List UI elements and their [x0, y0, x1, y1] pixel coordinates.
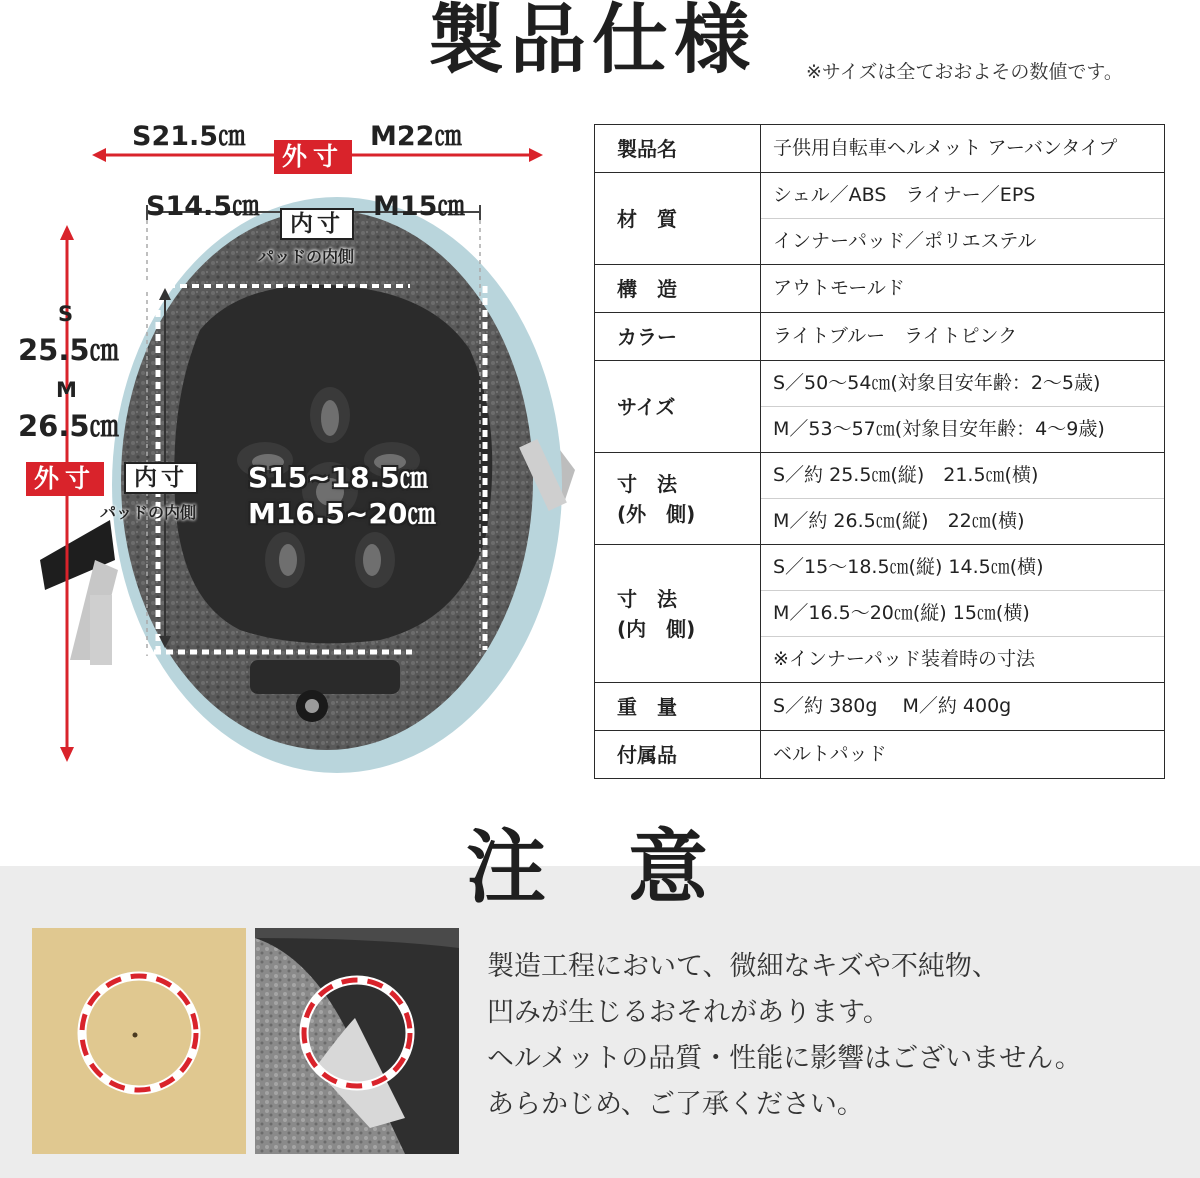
spec-value: M／16.5～20㎝(縦) 15㎝(横) — [761, 590, 1164, 636]
spec-row-outer-dimensions — [595, 453, 1165, 545]
spec-row-accessory — [595, 731, 1165, 779]
spec-row-material — [595, 173, 1165, 265]
foam-impurity-photo — [255, 928, 459, 1154]
inner-width-m: M15㎝ — [373, 191, 465, 222]
caution-message — [487, 944, 1082, 1128]
spec-value: ※インナーパッド装着時の寸法 — [761, 636, 1164, 682]
outer-width-m: M22㎝ — [370, 121, 462, 152]
outer-length-m-value: 26.5㎝ — [18, 409, 119, 443]
spec-value: ベルトパッド — [773, 743, 887, 765]
size-note: ※サイズは全ておおよその数値です。 — [806, 61, 1123, 83]
spec-row-inner-dimensions — [595, 545, 1165, 683]
spec-row-color — [595, 313, 1165, 361]
inner-length-m: M16.5~20㎝ — [248, 497, 436, 530]
spec-label: サイズ — [595, 361, 761, 453]
spec-value: S／15～18.5㎝(縦) 14.5㎝(横) — [773, 556, 1044, 578]
spec-label: 材 質 — [595, 173, 761, 265]
spec-row-weight — [595, 683, 1165, 731]
outer-length-s-label: S — [58, 302, 74, 326]
outer-width-tag: 外寸 — [274, 140, 352, 174]
spec-value: アウトモールド — [773, 277, 905, 299]
inner-length-tag: 内寸 — [124, 462, 198, 494]
spec-row-name — [595, 125, 1165, 173]
inner-width-pad-label: パッドの内側 — [258, 247, 355, 266]
spec-sublabel: (内 側) — [617, 616, 696, 641]
inner-width-tag: 内寸 — [280, 208, 354, 240]
surface-scratch-photo — [32, 928, 246, 1154]
spec-label: 寸 法 — [617, 586, 677, 611]
caution-line: 製造工程において、微細なキズや不純物、 — [487, 951, 999, 982]
outer-length-tag: 外寸 — [26, 462, 104, 496]
spec-row-structure — [595, 265, 1165, 313]
spec-value: M／53～57㎝(対象目安年齢：4～9歳) — [761, 406, 1164, 452]
spec-value: 子供用自転車ヘルメット アーバンタイプ — [773, 137, 1118, 159]
caution-line: 凹みが生じるおそれがあります。 — [487, 997, 890, 1028]
spec-label: 重 量 — [595, 683, 761, 731]
spec-value: S／約 25.5㎝(縦) 21.5㎝(横) — [773, 464, 1039, 486]
spec-value: S／約 380g M／約 400g — [773, 695, 1012, 717]
spec-label: カラー — [595, 313, 761, 361]
spec-table — [594, 124, 1165, 779]
page-title: 製品仕様 — [428, 0, 756, 84]
spec-row-size — [595, 361, 1165, 453]
spec-sublabel: (外 側) — [617, 501, 696, 526]
spec-label: 付属品 — [595, 731, 761, 779]
inner-length-s: S15~18.5㎝ — [248, 461, 428, 494]
spec-value: S／50～54㎝(対象目安年齢：2～5歳) — [773, 372, 1101, 394]
spec-value: M／約 26.5㎝(縦) 22㎝(横) — [761, 498, 1164, 544]
helmet-illustration — [0, 100, 580, 790]
spec-value: シェル／ABS ライナー／EPS — [773, 184, 1036, 206]
spec-value: ライトブルー ライトピンク — [773, 325, 1018, 347]
caution-line: あらかじめ、ご了承ください。 — [487, 1089, 864, 1120]
helmet-dimension-diagram — [0, 100, 580, 790]
caution-title: 注意 — [466, 821, 790, 914]
caution-line: ヘルメットの品質・性能に影響はございません。 — [487, 1043, 1082, 1074]
inner-length-pad-label: パッドの内側 — [100, 503, 197, 522]
spec-label: 構 造 — [595, 265, 761, 313]
spec-label: 製品名 — [595, 125, 761, 173]
inner-width-s: S14.5㎝ — [146, 191, 260, 222]
outer-length-s-value: 25.5㎝ — [18, 333, 119, 367]
spec-label: 寸 法 — [617, 471, 677, 496]
outer-width-s: S21.5㎝ — [132, 121, 246, 152]
spec-value: インナーパッド／ポリエステル — [761, 218, 1164, 264]
outer-length-m-label: M — [56, 378, 77, 402]
